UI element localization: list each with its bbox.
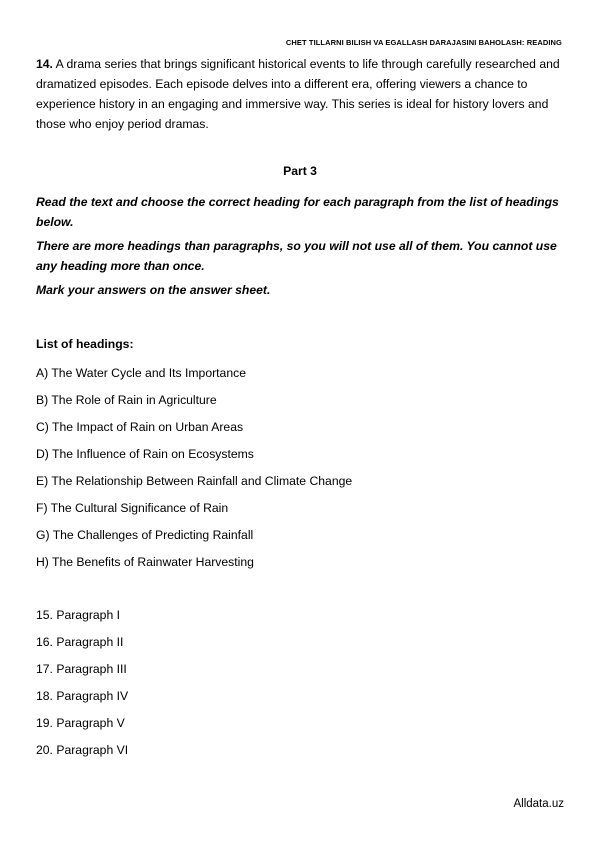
heading-item-e: E) The Relationship Between Rainfall and Climate Change [36,474,353,488]
heading-item-g: G) The Challenges of Predicting Rainfall [36,528,254,542]
headings-list [36,363,352,579]
heading-item-b: B) The Role of Rain in Agriculture [36,393,217,407]
instruction-more-headings: There are more headings than paragraphs, so you will not use all of them. You cannot use any heading more than once. [36,239,557,273]
question-14-number: 14. [36,57,53,71]
heading-item-f: F) The Cultural Significance of Rain [36,501,229,515]
running-header: CHET TILLARNI BILISH VA EGALLASH DARAJASINI BAHOLASH: READING [285,38,562,47]
answer-item-18: 18. Paragraph IV [36,689,129,703]
answer-item-20: 20. Paragraph VI [36,743,129,757]
answer-item-17: 17. Paragraph III [36,662,127,676]
heading-item-c: C) The Impact of Rain on Urban Areas [36,420,244,434]
instruction-mark-answers: Mark your answers on the answer sheet. [36,283,271,297]
heading-item-d: D) The Influence of Rain on Ecosystems [36,447,254,461]
part-title: Part 3 [283,164,317,178]
headings-list-title: List of headings: [36,337,134,351]
question-14 [36,54,566,134]
answer-item-15: 15. Paragraph I [36,608,121,622]
heading-item-h: H) The Benefits of Rainwater Harvesting [36,555,254,569]
instruction-choose-heading: Read the text and choose the correct heading for each paragraph from the list of headings below. [36,195,559,229]
answer-item-19: 19. Paragraph V [36,716,125,730]
answers-list [36,605,128,767]
answer-item-16: 16. Paragraph II [36,635,124,649]
question-14-text: A drama series that brings significant historical events to life through carefully researched and dramatized episodes. Each episode delves into a different era, offering viewers a chance to experience history in an engaging and immersive way. This series is ideal for history lovers and those who enjoy period dramas. [36,57,560,131]
footer-site: Alldata.uz [513,798,564,810]
heading-item-a: A) The Water Cycle and Its Importance [36,366,246,380]
